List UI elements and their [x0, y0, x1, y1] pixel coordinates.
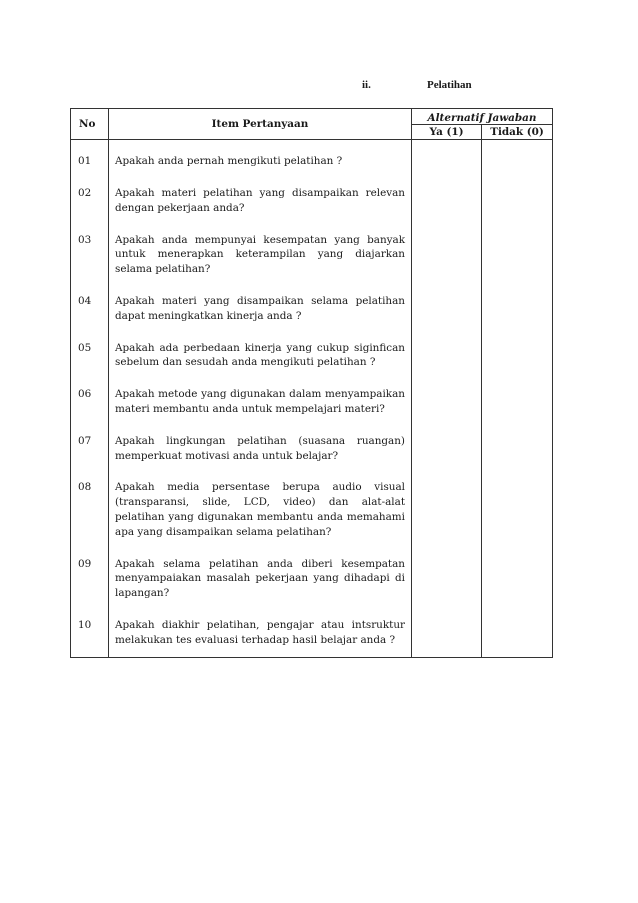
answer-ya-cell[interactable]	[412, 434, 482, 481]
question-number: 02	[71, 186, 109, 233]
answer-tidak-cell[interactable]	[482, 140, 553, 187]
answer-ya-cell[interactable]	[412, 618, 482, 657]
table-row	[71, 140, 553, 187]
question-text: Apakah lingkungan pelatihan (suasana ruangan) memperkuat motivasi anda untuk belajar?	[109, 434, 412, 481]
question-number: 06	[71, 387, 109, 434]
question-text: Apakah ada perbedaan kinerja yang cukup siginfican sebelum dan sesudah anda mengikuti pelatihan ?	[109, 341, 412, 388]
answer-tidak-cell[interactable]	[482, 294, 553, 341]
table-row	[71, 618, 553, 657]
table-row	[71, 233, 553, 294]
question-text: Apakah anda mempunyai kesempatan yang banyak untuk menerapkan keterampilan yang diajarkan selama pelatihan?	[109, 233, 412, 294]
question-text: Apakah selama pelatihan anda diberi kesempatan menyampaiakan masalah pekerjaan yang dihadapi di lapangan?	[109, 557, 412, 618]
question-number: 03	[71, 233, 109, 294]
table-row	[71, 557, 553, 618]
question-number: 01	[71, 140, 109, 187]
question-text: Apakah diakhir pelatihan, pengajar atau intsruktur melakukan tes evaluasi terhadap hasil belajar anda ?	[109, 618, 412, 657]
question-text: Apakah anda pernah mengikuti pelatihan ?	[109, 140, 412, 187]
answer-ya-cell[interactable]	[412, 387, 482, 434]
table-row	[71, 186, 553, 233]
answer-ya-cell[interactable]	[412, 480, 482, 556]
answer-ya-cell[interactable]	[412, 341, 482, 388]
question-text: Apakah metode yang digunakan dalam menyampaikan materi membantu anda untuk mempelajari materi?	[109, 387, 412, 434]
answer-ya-cell[interactable]	[412, 186, 482, 233]
answer-tidak-cell[interactable]	[482, 387, 553, 434]
table-row	[71, 480, 553, 556]
answer-tidak-cell[interactable]	[482, 434, 553, 481]
answer-tidak-cell[interactable]	[482, 341, 553, 388]
section-number: ii.	[362, 79, 371, 91]
header-tidak: Tidak (0)	[482, 125, 553, 140]
question-rows	[71, 140, 553, 658]
table-row	[71, 387, 553, 434]
answer-tidak-cell[interactable]	[482, 186, 553, 233]
answer-ya-cell[interactable]	[412, 233, 482, 294]
answer-tidak-cell[interactable]	[482, 557, 553, 618]
answer-tidak-cell[interactable]	[482, 480, 553, 556]
question-number: 09	[71, 557, 109, 618]
answer-ya-cell[interactable]	[412, 140, 482, 187]
header-no: No	[71, 109, 109, 140]
header-alternatif-jawaban: Alternatif Jawaban	[412, 109, 553, 125]
header-item-pertanyaan: Item Pertanyaan	[109, 109, 412, 140]
question-number: 08	[71, 480, 109, 556]
table-row	[71, 434, 553, 481]
question-number: 04	[71, 294, 109, 341]
answer-ya-cell[interactable]	[412, 294, 482, 341]
answer-tidak-cell[interactable]	[482, 618, 553, 657]
section-title: Pelatihan	[427, 79, 472, 91]
header-ya: Ya (1)	[412, 125, 482, 140]
question-text: Apakah materi yang disampaikan selama pelatihan dapat meningkatkan kinerja anda ?	[109, 294, 412, 341]
question-text: Apakah media persentase berupa audio visual (transparansi, slide, LCD, video) dan alat-alat pelatihan yang digunakan membantu anda memahami apa yang disampaikan selama pelatihan?	[109, 480, 412, 556]
question-number: 07	[71, 434, 109, 481]
question-text: Apakah materi pelatihan yang disampaikan relevan dengan pekerjaan anda?	[109, 186, 412, 233]
table-row	[71, 294, 553, 341]
table-row	[71, 341, 553, 388]
answer-tidak-cell[interactable]	[482, 233, 553, 294]
answer-ya-cell[interactable]	[412, 557, 482, 618]
question-number: 05	[71, 341, 109, 388]
question-number: 10	[71, 618, 109, 657]
questionnaire-table	[70, 108, 553, 658]
